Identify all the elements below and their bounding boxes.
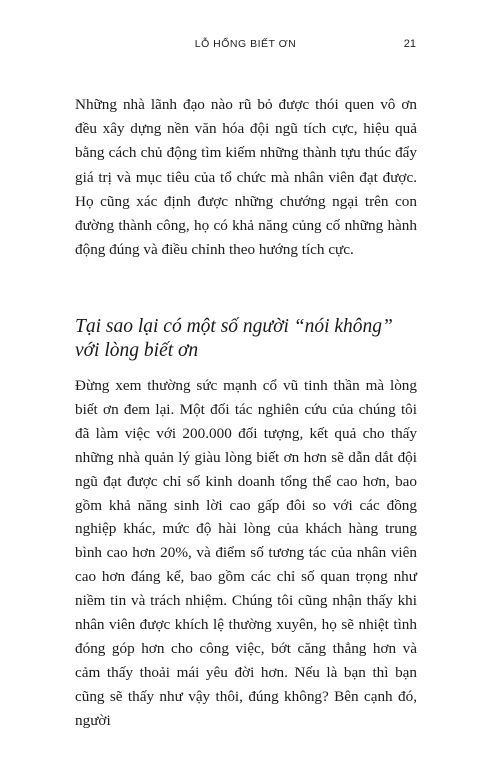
section-heading: Tại sao lại có một số người “nói không” với lòng biết ơn — [75, 316, 393, 361]
running-header — [75, 38, 416, 58]
body-paragraph-1: Những nhà lãnh đạo nào rũ bỏ được thói quen vô ơn đều xây dựng nền văn hóa đội ngũ tích cực, hiệu quả bằng cách chủ động tìm kiếm những thành tựu thúc đẩy giá trị và mục tiêu của tổ chức mà nhân viên đạt được. Họ cũng xác định được những chướng ngại trên con đường thành công, họ có khả năng củng cố những hành động đúng và điều chỉnh theo hướng tích cực. — [75, 96, 417, 259]
page-number: 21 — [403, 38, 416, 50]
body-paragraph-2: Đừng xem thường sức mạnh cổ vũ tinh thần mà lòng biết ơn đem lại. Một đối tác nghiên cứu của chúng tôi đã làm việc với 200.000 đối tượng, kết quả cho thấy những nhà quản lý giàu lòng biết ơn hơn sẽ dẫn dắt đội ngũ đạt được chỉ số kinh doanh tổng thể cao hơn, bao gồm khả năng sinh lời cao gấp đôi so với các đồng nghiệp khác, mức độ hài lòng của khách hàng trung bình cao hơn 20%, và điểm số tương tác của nhân viên cao hơn đáng kể, bao gồm các chỉ số quan trọng như niềm tin và trách nhiệm. Chúng tôi cũng nhận thấy khi nhân viên được khích lệ thường xuyên, họ sẽ nhiệt tình đóng góp hơn cho công việc, bớt căng thẳng hơn và cảm thấy thoải mái yêu đời hơn. Nếu là bạn thì bạn cũng sẽ thấy như vậy thôi, đúng không? Bên cạnh đó, người — [75, 377, 417, 729]
chapter-title: LỖ HỔNG BIẾT ƠN — [194, 38, 297, 50]
